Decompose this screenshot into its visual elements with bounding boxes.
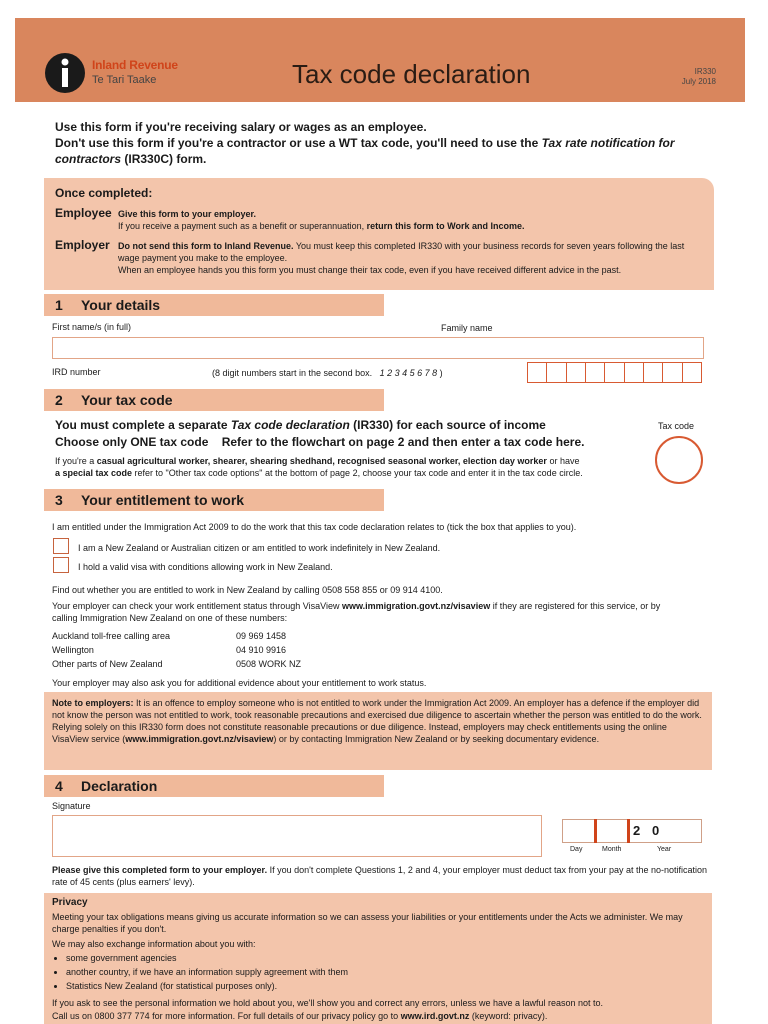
list-item: • Statistics New Zealand (for statistical purposes only). [66,979,702,993]
ird-number-hint: (8 digit numbers start in the second box. 1 2 3 4 5 6 7 8 ) [212,368,443,378]
signature-label: Signature [52,801,91,811]
tax-code-circle[interactable] [655,436,703,484]
month-label: Month [602,846,622,853]
phone-row: Wellington 04 910 9916 [52,645,287,655]
note-to-employers: Note to employers: It is an offence to employ someone who is not entitled to work under the Immigration Act 2009. An employer has a defence if the employer did not know the person was not entitled to work, took reasonable precautions and exercised due diligence to ascertain whether the person was entitled to do the work. Relying solely on this IR330 form does not constitute reasonable precautions or due diligence. Instead, employers may check entitlements using the online VisaView service (www.immigration.govt.nz/visaview) or by contacting Immigration New Zealand or by seeking documentary evidence. [52,698,702,744]
nz-citizen-option: I am a New Zealand or Australian citizen or am entitled to work indefinitely in New Zealand. [78,543,441,553]
ird-number-label: IRD number [52,367,101,377]
visaview-text: Your employer can check your work entitlement status through VisaView www.immigration.govt.nz/visaview if they are registered for this service, or by calling Immigration New Zealand on one of these numbers: [52,601,661,623]
ird-digit-box[interactable] [586,362,605,383]
privacy-contact-text: Call us on 0800 377 774 for more information. For full details of our privacy policy go to www.ird.govt.nz (keyword: privacy). [52,1011,548,1021]
list-item: • another country, if we have an information supply agreement with them [66,965,702,979]
section-3-title: 3 Your entitlement to work [55,492,245,508]
privacy-title: Privacy [52,897,88,908]
evidence-text: Your employer may also ask you for additional evidence about your entitlement to work status. [52,678,427,688]
employee-label: Employee [55,206,112,220]
year-prefix-2: 2 [633,823,641,838]
org-name-maori: Te Tari Taake [92,74,157,86]
tax-code-instructions: You must complete a separate Tax code declaration (IR330) for each source of income Choose only ONE tax code Refer to the flowchart on page 2 and then enter a tax code here. [55,418,585,449]
ird-number-field[interactable] [527,362,702,383]
nz-citizen-checkbox[interactable] [53,538,69,554]
date-divider [594,819,597,843]
signature-field[interactable] [52,815,542,857]
day-label: Day [570,846,583,853]
section-1-title: 1 Your details [55,297,161,313]
ird-digit-box[interactable] [663,362,682,383]
tax-code-special-note: If you're a casual agricultural worker, shearer, shearing shedhand, recognised seasonal worker, election day worker or have a special tax code refer to "Other tax code options" at the bottom of page 2, choose your tax code and enter it in the tax code circle. [55,456,583,478]
page-title: Tax code declaration [292,59,531,89]
logo-i-icon [59,58,71,88]
valid-visa-option: I hold a valid visa with conditions allowing work in New Zealand. [78,562,333,572]
phone-row: Other parts of New Zealand 0508 WORK NZ [52,659,302,669]
employer-label: Employer [55,238,110,252]
entitlement-intro: I am entitled under the Immigration Act 2009 to do the work that this tax code declaration relates to (tick the box that applies to you). [52,522,577,532]
list-item: • some government agencies [66,951,702,965]
valid-visa-checkbox[interactable] [53,557,69,573]
ird-digit-box[interactable] [625,362,644,383]
ird-digit-box[interactable] [644,362,663,383]
year-label: Year [657,846,672,853]
section-4-title: 4 Declaration [55,778,158,794]
privacy-list [52,951,702,993]
give-to-employer-text: Please give this completed form to your employer. If you don't complete Questions 1, 2 and 4, your employer must deduct tax from your pay at the no-notification rate of 45 cents (plus earners' levy). [52,865,708,887]
ird-digit-box[interactable] [567,362,586,383]
family-name-label: Family name [441,323,493,333]
year-prefix-0: 0 [652,823,660,838]
employer-instructions: Do not send this form to Inland Revenue. You must keep this completed IR330 with your business records for seven years following the last wage payment you make to the employee. When an employee hands you this form you must change their tax code, even if you have received different advice in the past. [118,241,685,275]
privacy-paragraph: Meeting your tax obligations means giving us accurate information so we can assess your liabilities or your entitlements under the Acts we administer. We may charge penalties if you don't. [52,912,683,934]
org-name: Inland Revenue [92,58,178,72]
ird-digit-box[interactable] [547,362,566,383]
intro-text: Use this form if you're receiving salary or wages as an employee. Don't use this form if you're a contractor or use a WT tax code, you'll need to use the Tax rate notification for contractors (IR330C) form. [55,120,675,166]
name-field[interactable] [52,337,704,359]
first-name-label: First name/s (in full) [52,322,132,332]
date-field[interactable] [562,819,702,843]
find-out-text: Find out whether you are entitled to work in New Zealand by calling 0508 558 855 or 09 914 4100. [52,585,443,595]
once-completed-title: Once completed: [55,186,153,200]
employee-instructions: Give this form to your employer. If you receive a payment such as a benefit or superannuation, return this form to Work and Income. [118,209,525,231]
privacy-exchange-text: We may also exchange information about you with: [52,939,256,949]
privacy-access-text: If you ask to see the personal information we hold about you, we'll show you and correct any errors, unless we have a lawful reason not to. [52,998,604,1008]
date-divider [627,819,630,843]
ird-digit-box[interactable] [527,362,547,383]
form-number: IR330 July 2018 [681,67,716,86]
phone-row: Auckland toll-free calling area 09 969 1458 [52,631,287,641]
ird-digit-box[interactable] [605,362,624,383]
section-2-title: 2 Your tax code [55,392,173,408]
tax-code-label: Tax code [658,421,695,431]
ird-digit-box[interactable] [683,362,702,383]
